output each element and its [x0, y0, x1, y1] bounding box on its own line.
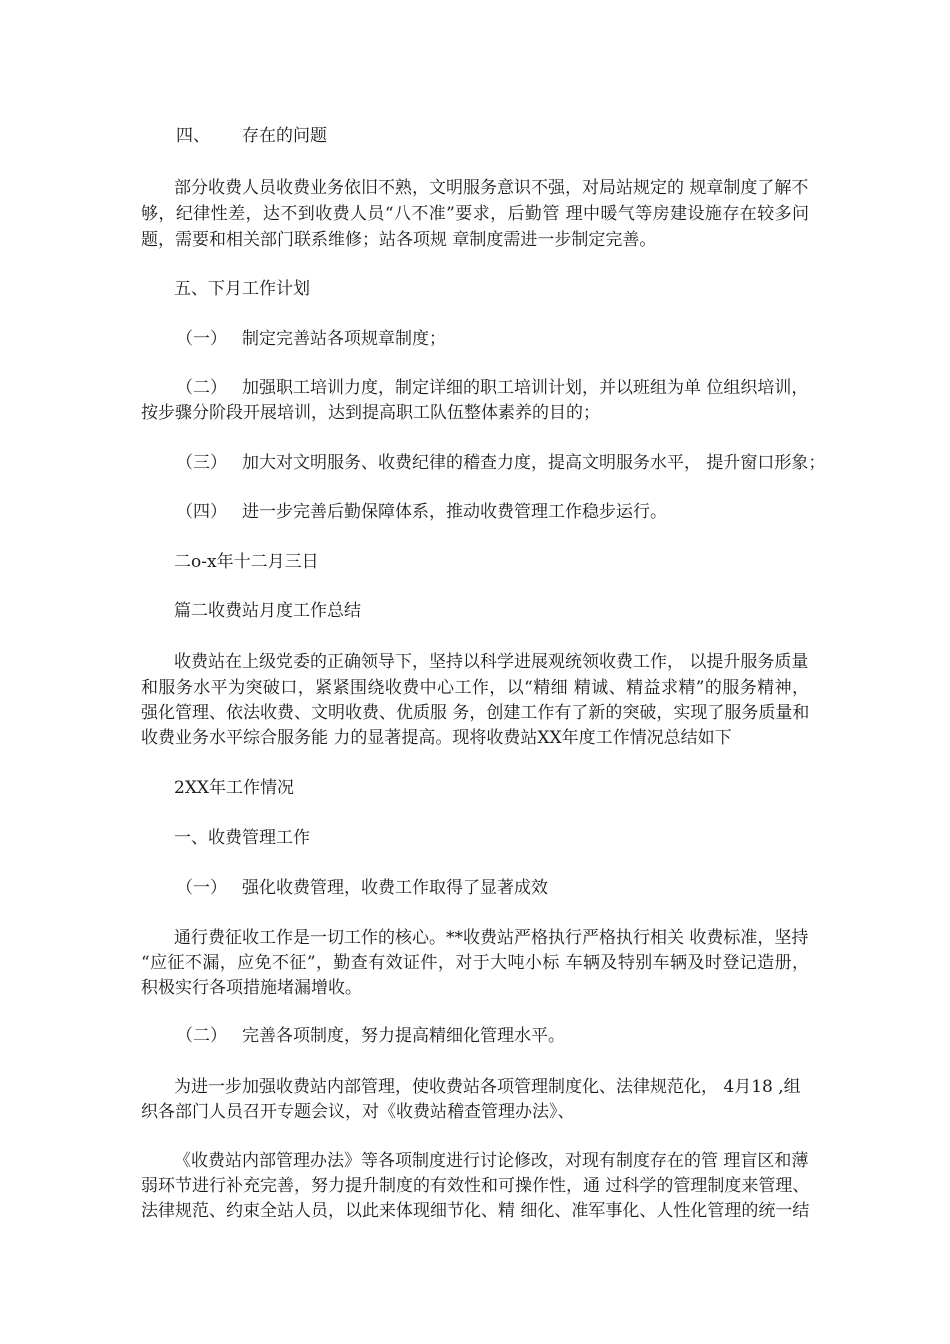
plan-item-text: 制定完善站各项规章制度； — [242, 329, 446, 349]
plan-item-number: （三） — [176, 453, 227, 473]
sub1-para-line: “应征不漏，应免不征”，勤查有效证件，对于大吨小标 车辆及特别车辆及时登记造册， — [141, 953, 809, 973]
plan-item-number: （二） — [176, 378, 227, 398]
document-date: 二o-x年十二月三日 — [174, 552, 319, 572]
sub2-number: （二） — [176, 1026, 227, 1046]
sub1-title: 强化收费管理，收费工作取得了显著成效 — [242, 878, 548, 898]
article2-intro-line: 和服务水平为突破口，紧紧围绕收费中心工作，以“精细 精诚、精益求精”的服务精神， — [141, 678, 809, 698]
plan-item-text: 加大对文明服务、收费纪律的稽查力度，提高文明服务水平， 提升窗口形象； — [242, 453, 826, 473]
article2-title: 篇二收费站月度工作总结 — [174, 601, 361, 621]
part1-title: 一、收费管理工作 — [174, 828, 310, 848]
plan-item-number: （四） — [176, 502, 227, 522]
sub2-para2-line: 弱环节进行补充完善，努力提升制度的有效性和可操作性，通 过科学的管理制度来管理、 — [141, 1176, 810, 1196]
sub1-para-line: 通行费征收工作是一切工作的核心。**收费站严格执行严格执行相关 收费标准，坚持 — [174, 928, 809, 948]
sub2-para1-line: 织各部门人员召开专题会议，对《收费站稽查管理办法》、 — [141, 1102, 575, 1122]
sub2-para1-line: 为进一步加强收费站内部管理，使收费站各项管理制度化、法律规范化， 4月18 ,组 — [174, 1077, 801, 1097]
plan-item-text: 进一步完善后勤保障体系，推动收费管理工作稳步运行。 — [242, 502, 667, 522]
article2-intro-line: 收费站在上级党委的正确领导下，坚持以科学进展观统领收费工作， 以提升服务质量 — [174, 652, 809, 672]
section4-para-line: 够，纪律性差，达不到收费人员“八不准”要求，后勤管 理中暖气等房建设施存在较多问 — [141, 204, 809, 224]
section4-para-line: 部分收费人员收费业务依旧不熟，文明服务意识不强，对局站规定的 规章制度了解不 — [174, 178, 809, 198]
sub2-title: 完善各项制度，努力提高精细化管理水平。 — [242, 1026, 565, 1046]
section4-title: 存在的问题 — [242, 126, 327, 146]
section4-para-line: 题，需要和相关部门联系维修；站各项规 章制度需进一步制定完善。 — [141, 230, 657, 250]
sub1-para-line: 积极实行各项措施堵漏增收。 — [141, 978, 362, 998]
plan-item-text: 按步骤分阶段开展培训，达到提高职工队伍整体素养的目的； — [141, 403, 600, 423]
plan-item-text: 加强职工培训力度，制定详细的职工培训计划，并以班组为单 位组织培训， — [242, 378, 809, 398]
article2-intro-line: 强化管理、依法收费、文明收费、优质服 务，创建工作有了新的突破，实现了服务质量和 — [141, 703, 810, 723]
plan-item-number: （一） — [176, 329, 227, 349]
section5-title: 五、下月工作计划 — [174, 279, 310, 299]
article2-intro-line: 收费业务水平综合服务能 力的显著提高。现将收费站XX年度工作情况总结如下 — [141, 728, 732, 748]
sub2-para2-line: 《收费站内部管理办法》等各项制度进行讨论修改，对现有制度存在的管 理盲区和薄 — [174, 1151, 809, 1171]
section4-number: 四、 — [176, 126, 210, 146]
year-heading: 2XX年工作情况 — [174, 778, 295, 798]
sub2-para2-line: 法律规范、约束全站人员，以此来体现细节化、精 细化、准军事化、人性化管理的统一结 — [141, 1201, 810, 1221]
sub1-number: （一） — [176, 878, 227, 898]
